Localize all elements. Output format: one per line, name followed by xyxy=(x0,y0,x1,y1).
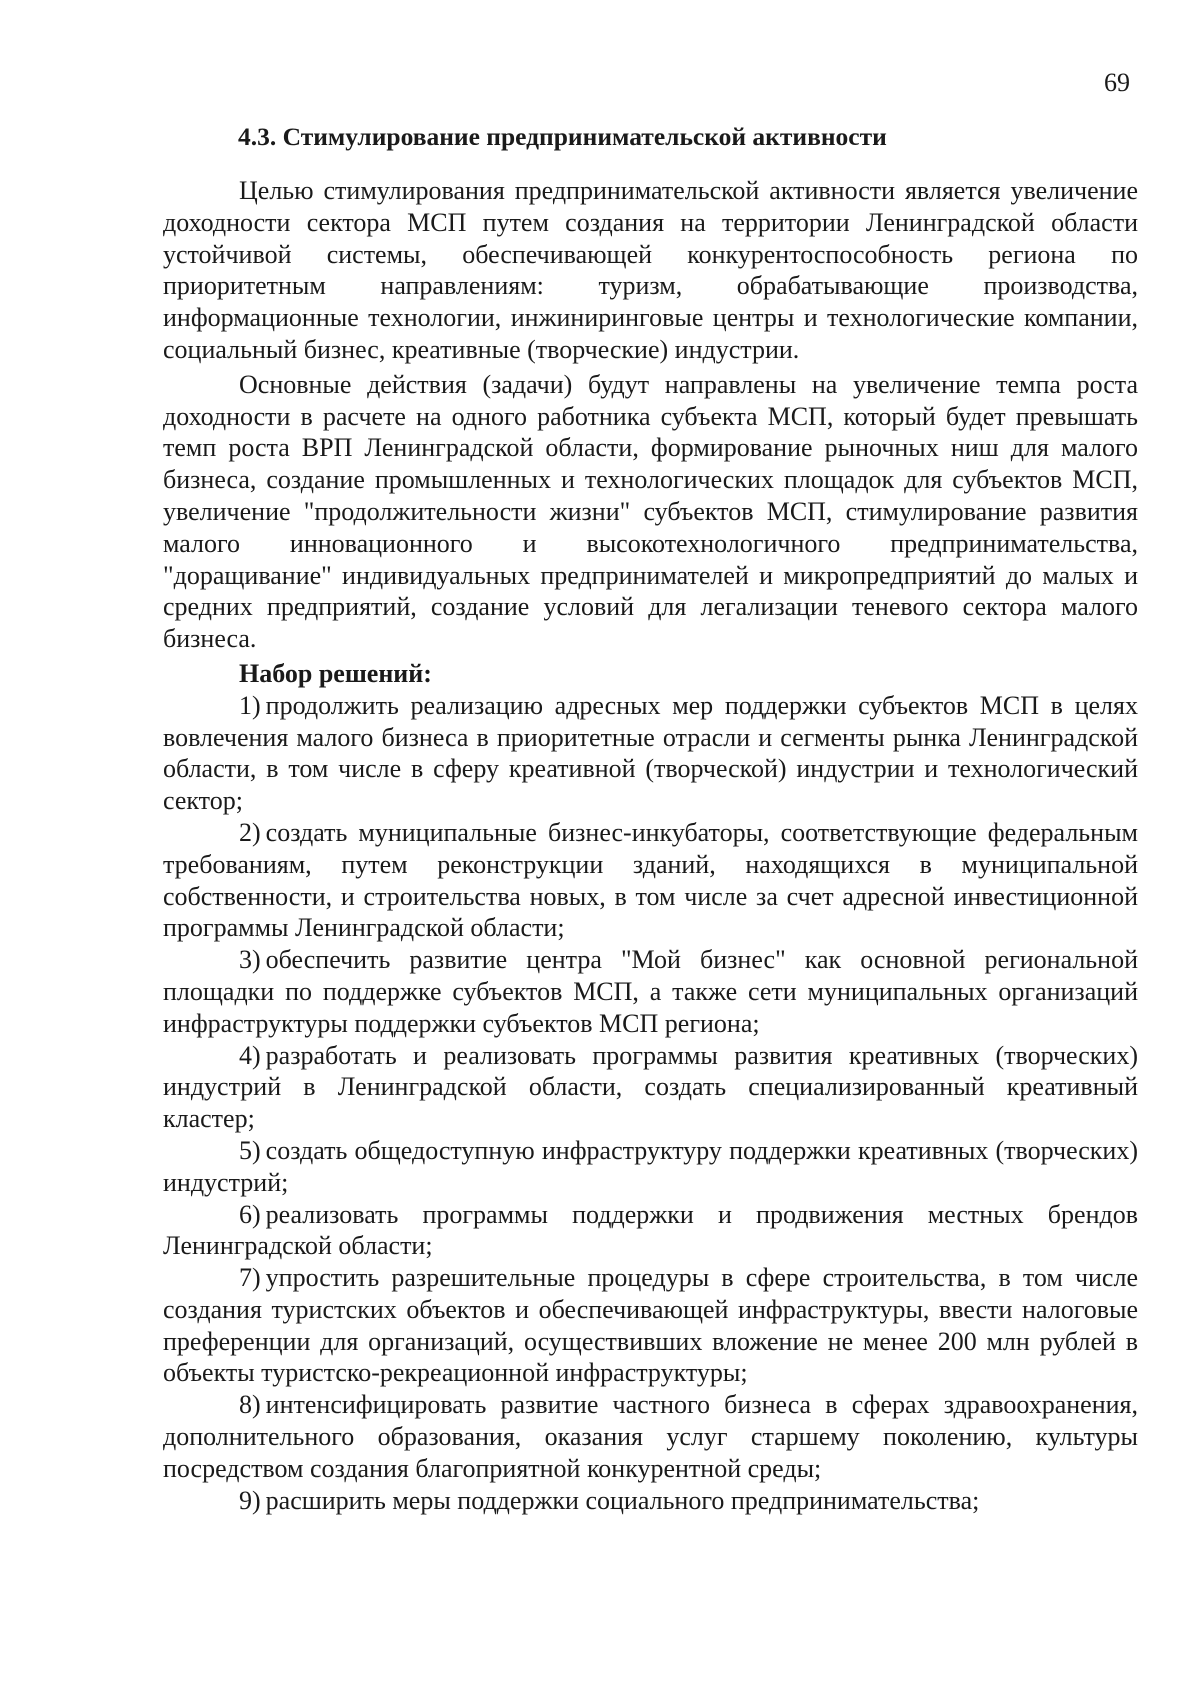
item-number: 6) xyxy=(239,1199,261,1229)
item-number: 3) xyxy=(239,945,261,975)
item-text: упростить разрешительные процедуры в сфере строительства, в том числе создания туристских объектов и обеспечивающей инфраструктуры, ввести налоговые преференции для организаций, осуществивших вложение не менее 200 млн рублей в объекты туристско-рекреационной инфраструктуры; xyxy=(163,1263,1138,1388)
solutions-heading: Набор решений: xyxy=(239,658,432,688)
solutions-list xyxy=(163,690,1138,1517)
item-number: 9) xyxy=(239,1485,261,1515)
list-item xyxy=(163,690,1138,817)
list-item xyxy=(163,1199,1138,1263)
list-item xyxy=(163,1389,1138,1484)
tasks-paragraph: Основные действия (задачи) будут направлены на увеличение темпа роста доходности в расчете на одного работника субъекта МСП, который будет превышать темп роста ВРП Ленинградской области, формирование рыночных ниш для малого бизнеса, создание промышленных и технологических площадок для субъектов МСП, увеличение "продолжительности жизни" субъектов МСП, стимулирование развития малого инновационного и высокотехнологичного предпринимательства, "доращивание" индивидуальных предпринимателей и микропредприятий до малых и средних предприятий, создание условий для легализации теневого сектора малого бизнеса. xyxy=(163,369,1138,654)
list-item xyxy=(163,1040,1138,1135)
item-number: 2) xyxy=(239,817,261,847)
item-number: 8) xyxy=(239,1390,261,1420)
list-item xyxy=(163,944,1138,1039)
list-item xyxy=(163,1262,1138,1389)
list-item xyxy=(163,817,1138,944)
list-item xyxy=(163,1135,1138,1199)
item-text: расширить меры поддержки социального предпринимательства; xyxy=(265,1485,980,1515)
page-content xyxy=(163,121,1138,1516)
item-number: 5) xyxy=(239,1135,261,1165)
item-text: создать общедоступную инфраструктуру поддержки креативных (творческих) индустрий; xyxy=(163,1135,1138,1197)
item-text: интенсифицировать развитие частного бизнеса в сферах здравоохранения, дополнительного образования, оказания услуг старшему поколению, культуры посредством создания благоприятной конкурентной среды; xyxy=(163,1390,1138,1483)
section-title: 4.3. Стимулирование предпринимательской активности xyxy=(238,122,887,151)
page-number: 69 xyxy=(1104,68,1130,97)
item-text: создать муниципальные бизнес-инкубаторы, соответствующие федеральным требованиям, путем реконструкции зданий, находящихся в муниципальной собственности, и строительства новых, в том числе за счет адресной инвестиционной программы Ленинградской области; xyxy=(163,817,1138,943)
item-text: реализовать программы поддержки и продвижения местных брендов Ленинградской области; xyxy=(163,1199,1138,1261)
intro-paragraph: Целью стимулирования предпринимательской активности является увеличение доходности сектора МСП путем создания на территории Ленинградской области устойчивой системы, обеспечивающей конкурентоспособность региона по приоритетным направлениям: туризм, обрабатывающие производства, информационные технологии, инжиниринговые центры и технологические компании, социальный бизнес, креативные (творческие) индустрии. xyxy=(163,176,1138,364)
item-number: 7) xyxy=(239,1263,261,1293)
item-number: 4) xyxy=(239,1040,261,1070)
item-text: продолжить реализацию адресных мер поддержки субъектов МСП в целях вовлечения малого бизнеса в приоритетные отрасли и сегменты рынка Ленинградской области, в том числе в сферу креативной (творческой) индустрии и технологический сектор; xyxy=(163,690,1138,816)
item-number: 1) xyxy=(239,690,261,720)
item-text: разработать и реализовать программы развития креативных (творческих) индустрий в Ленинградской области, создать специализированный креативный кластер; xyxy=(163,1040,1138,1134)
item-text: обеспечить развитие центра "Мой бизнес" как основной региональной площадки по поддержке субъектов МСП, а также сети муниципальных организаций инфраструктуры поддержки субъектов МСП региона; xyxy=(163,945,1138,1038)
list-item xyxy=(163,1485,1138,1517)
